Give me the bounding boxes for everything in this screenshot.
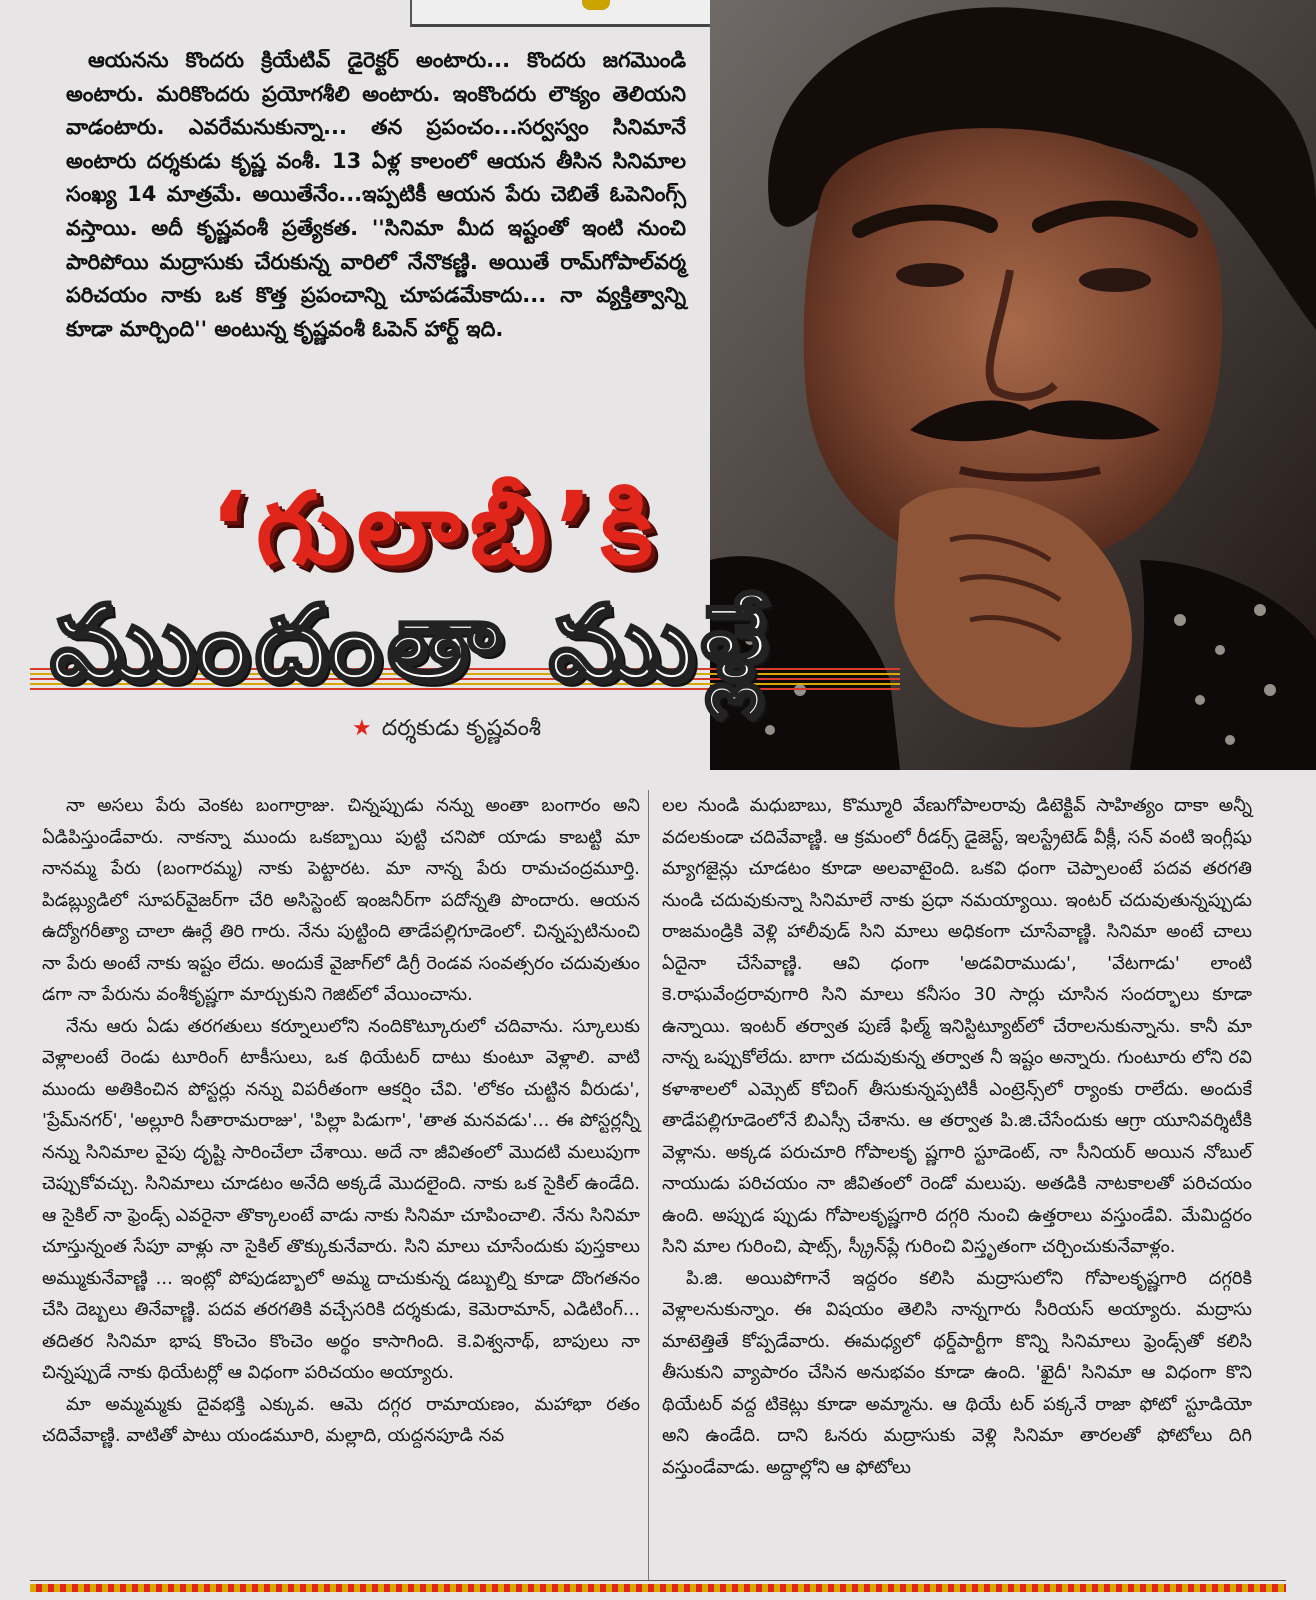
bottom-rule [30, 1580, 1286, 1581]
paragraph: నా అసలు పేరు వెంకట బంగార్రాజు. చిన్నప్పుడు నన్ను అంతా బంగారం అని ఏడిపిస్తుండేవారు. నాకన్నా ముందు ఒకబ్బాయి పుట్టి చనిపో యాడు కాబట్టి మా నానమ్మ పేరు (బంగారమ్మ) నాకు పెట్టారట. మా నాన్న పేరు రామచంద్రమూర్తి. పిడబ్ల్యుడిలో సూపర్‌వైజర్‌గా చేరి అసిస్టెంట్ ఇంజనీర్‌గా పదోన్నతి పొందారు. ఆయన ఉద్యోగరీత్యా చాలా ఊర్లే తిరి గారు. నేను పుట్టింది తాడేపల్లిగూడెంలో. చిన్నప్పటినుంచి నా పేరు అంటే నాకు ఇష్టం లేదు. అందుకే వైజాగ్‌లో డిగ్రీ రెండవ సంవత్సరం చదువుతుం డగా నా పేరును వంశీకృష్ణగా మార్చుకుని గెజిట్‌లో వేయించాను. [42, 795, 640, 1005]
headline-line-1: ‘గులాబీ’కి [210, 470, 661, 587]
article-column-right [662, 790, 1252, 1483]
intro-paragraph [66, 44, 686, 346]
paragraph: నేను ఆరు ఏడు తరగతులు కర్నూలులోని నందికొట్కూరులో చదివాను. స్కూలుకు వెళ్లాలంటే రెండు టూరింగ్ టాకీసులు, ఒక థియేటర్ దాటు కుంటూ వెళ్లాలి. వాటి ముందు అతికించిన పోస్టర్లు నన్ను విపరీతంగా ఆకర్షిం చేవి. 'లోకం చుట్టిన వీరుడు', 'ప్రేమ్‌నగర్', 'అల్లూరి సీతారామరాజు', 'పిల్లా పిడుగా', 'తాత మనవడు'... ఈ పోస్టర్లన్నీ నన్ను సినిమాల వైపు దృష్టి సారించేలా చేశాయి. అదే నా జీవితంలో మొదటి మలుపుగా చెప్పుకోవచ్చు. సినిమాలు చూడటం అనేది అక్కడే మొదలైంది. నాకు ఒక సైకిల్ ఉండేది. ఆ సైకిల్ నా ఫ్రెండ్స్ ఎవరైనా తొక్కాలంటే వాడు నాకు సినిమా చూపించాలి. నేను సినిమా చూస్తున్నంత సేపూ వాళ్లు నా సైకిల్ తొక్కుకునేవారు. సిని మాలు చూసేందుకు పుస్తకాలు అమ్ముకునేవాణ్ణి ... ఇంట్లో పోపుడబ్బాలో అమ్మ దాచుకున్న డబ్బుల్ని కూడా దొంగతనం చేసి దెబ్బలు తినేవాణ్ణి. పదవ తరగతికి వచ్చేసరికి దర్శకుడు, కెమెరామాన్, ఎడిటింగ్... తదితర సినిమా భాష కొంచెం కొంచెం అర్థం కాసాగింది. కె.విశ్వనాథ్, బాపులు నా చిన్నప్పుడే నాకు థియేటర్లో ఆ విధంగా పరిచయం అయ్యారు. [42, 1015, 640, 1383]
paragraph: మా అమ్మమ్మకు దైవభక్తి ఎక్కువ. ఆమె దగ్గర రామాయణం, మహాభా రతం చదివేవాణ్ణి. వాటితో పాటు యండమూరి, మల్లాది, యద్దనపూడి నవ [42, 1393, 640, 1446]
top-ornament [582, 0, 610, 10]
paragraph: పి.జి. అయిపోగానే ఇద్దరం కలిసి మద్రాసులోని గోపాలకృష్ణగారి దగ్గరికి వెళ్లాలనుకున్నాం. ఈ విషయం తెలిసి నాన్నగారు సీరియస్ అయ్యారు. మద్రాసు మాటెత్తితే కోప్పడేవారు. ఈమధ్యలో థర్డ్‌పార్టీగా కొన్ని సినిమాలు ఫ్రెండ్స్‌తో కలిసి తీసుకుని వ్యాపారం చేసిన అనుభవం కూడా ఉంది. 'ఖైదీ' సినిమా ఆ విధంగా కొని థియేటర్ వద్ద టికెట్లు కూడా అమ్మాను. ఆ థియే టర్ పక్కనే రాజా ఫోటో స్టూడియో అని ఉండేది. దాని ఓనరు మద్రాసుకు వెళ్లి సినిమా తారలతో ఫోటోలు దిగి వస్తుండేవాడు. అద్దాల్లోని ఆ ఫోటోలు [662, 1267, 1252, 1478]
column-divider [648, 790, 649, 1580]
bottom-decorative-bar [30, 1584, 1286, 1592]
paragraph: లల నుండి మధుబాబు, కొమ్మూరి వేణుగోపాలరావు డిటెక్టివ్ సాహిత్యం దాకా అన్నీ వదలకుండా చదివేవాణ్ణి. ఆ క్రమంలో రీడర్స్ డైజెస్ట్, ఇలస్ట్రేటెడ్ వీక్లీ, సన్ వంటి ఇంగ్లీషు మ్యాగజైన్లు చూడటం కూడా అలవాటైంది. ఒకవి ధంగా చెప్పాలంటే పదవ తరగతి నుండి చదువుకున్నా సినిమాలే నాకు ప్రధా నమయ్యాయి. ఇంటర్ చదువుతున్నప్పుడు రాజమండ్రికి వెళ్లి హాలీవుడ్ సిని మాలు అధికంగా చూసేవాణ్ణి. సినిమా అంటే చాలు ఏదైనా చేసేవాణ్ణి. ఆవి ధంగా 'అడవిరాముడు', 'వేటగాడు' లాంటి కె.రాఘవేంద్రరావుగారి సిని మాలు కనీసం 30 సార్లు చూసిన సందర్భాలు కూడా ఉన్నాయి. ఇంటర్ తర్వాత పుణే ఫిల్మ్ ఇనిస్టిట్యూట్‌లో చేరాలనుకున్నాను. కానీ మా నాన్న ఒప్పుకోలేదు. బాగా చదువుకున్న తర్వాత నీ ఇష్టం అన్నారు. గుంటూరు లోని రవి కళాశాలలో ఎమ్సెట్ కోచింగ్ తీసుకున్నప్పటికీ ఎంట్రెన్స్‌లో ర్యాంకు రాలేదు. అందుకే తాడేపల్లిగూడెంలోనే బిఎస్సీ చేశాను. ఆ తర్వాత పి.జి.చేసేందుకు ఆగ్రా యూనివర్శిటీకి వెళ్లాను. అక్కడ పరుచూరి గోపాలకృ ష్ణగారి స్టూడెంట్, నా సీనియర్ అయిన నోబుల్ నాయుడు పరిచయం నా జీవితంలో రెండో మలుపు. అతడికి నాటకాలతో పరిచయం ఉంది. అప్పుడ ప్పుడు గోపాలకృష్ణగారి దగ్గరి నుంచి ఉత్తరాలు వస్తుండేవి. మేమిద్దరం సిని మాల గురించి, షాట్స్, స్క్రీన్‌ప్లే గురించి విస్తృతంగా చర్చించుకునేవాళ్లం. [662, 795, 1252, 1257]
article-column-left [42, 790, 640, 1452]
headline [30, 470, 900, 730]
byline [352, 716, 541, 746]
star-icon: ★ [352, 716, 372, 741]
byline-text: దర్శకుడు కృష్ణవంశీ [381, 716, 542, 741]
headline-line-2: ముందంతా ముళ్లే [50, 582, 774, 704]
intro-text: ఆయనను కొందరు క్రియేటివ్ డైరెక్టర్ అంటారు... కొందరు జగమొండి అంటారు. మరికొందరు ప్రయోగశీలి అంటారు. ఇంకొందరు లౌక్యం తెలియని వాడంటారు. ఎవరేమనుకున్నా... తన ప్రపంచం...సర్వస్వం సినిమానే అంటారు దర్శకుడు కృష్ణ వంశీ. 13 ఏళ్ల కాలంలో ఆయన తీసిన సినిమాల సంఖ్య 14 మాత్రమే. అయితేనేం...ఇప్పటికీ ఆయన పేరు చెబితే ఓపెనింగ్స్ వస్తాయి. అదీ కృష్ణవంశీ ప్రత్యేకత. ''సినిమా మీద ఇష్టంతో ఇంటి నుంచి పారిపోయి మద్రాసుకు చేరుకున్న వారిలో నేనొకణ్ణి. అయితే రామ్‌గోపాల్‌వర్మ పరిచయం నాకు ఒక కొత్త ప్రపంచాన్ని చూపడమేకాదు... నా వ్యక్తిత్వాన్ని కూడా మార్చింది'' అంటున్న కృష్ణవంశీ ఓపెన్ హార్ట్ ఇది. [66, 48, 686, 341]
